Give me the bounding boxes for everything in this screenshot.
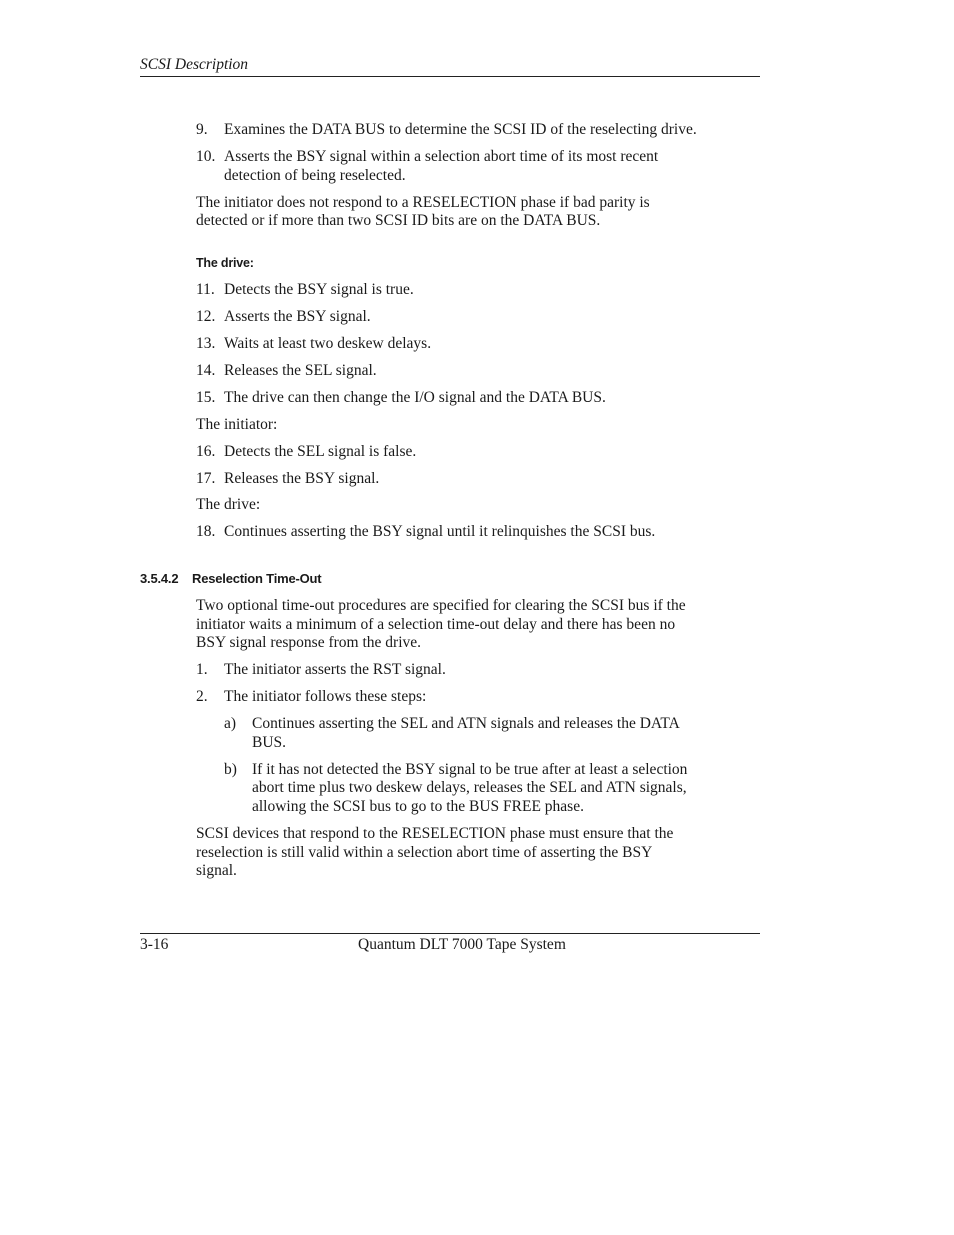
list-item-text: Releases the BSY signal. [224, 470, 380, 487]
list-item-text: Continues asserting the BSY signal until it relinquishes the SCSI bus. [224, 523, 656, 540]
list-item-text: The drive can then change the I/O signal and the DATA BUS. [224, 389, 606, 406]
list-number: 18. [196, 523, 216, 540]
list-item-text: Waits at least two deskew delays. [224, 335, 432, 352]
list-number: 1. [196, 661, 208, 678]
paragraph-line: detected or if more than two SCSI ID bits are on the DATA BUS. [196, 212, 601, 229]
list-number: 16. [196, 443, 216, 460]
sublist-label: a) [224, 715, 237, 732]
list-number: 2. [196, 688, 208, 705]
sublist-text: allowing the SCSI bus to go to the BUS FREE phase. [252, 798, 584, 815]
list-number: 17. [196, 470, 216, 487]
list-number: 9. [196, 121, 208, 138]
list-number: 10. [196, 148, 216, 165]
sublist-text: abort time plus two deskew delays, releases the SEL and ATN signals, [252, 779, 687, 796]
paragraph-line: signal. [196, 862, 237, 879]
paragraph-line: reselection is still valid within a selection abort time of asserting the BSY [196, 844, 653, 861]
list-number: 14. [196, 362, 216, 379]
sublist-text: If it has not detected the BSY signal to be true after at least a selection [252, 761, 688, 778]
sublist-label: b) [224, 761, 237, 778]
list-item-text: Examines the DATA BUS to determine the SCSI ID of the reselecting drive. [224, 121, 697, 138]
list-number: 12. [196, 308, 216, 325]
paragraph-line: BSY signal response from the drive. [196, 634, 421, 651]
list-number: 11. [196, 281, 215, 298]
initiator-label: The initiator: [196, 416, 278, 433]
section-number: 3.5.4.2 [140, 571, 179, 586]
section-title: Reselection Time-Out [192, 571, 322, 586]
paragraph-line: Two optional time-out procedures are specified for clearing the SCSI bus if the [196, 597, 686, 614]
paragraph-line: SCSI devices that respond to the RESELECTION phase must ensure that the [196, 825, 674, 842]
list-item-text: detection of being reselected. [224, 167, 406, 184]
list-item-text: Releases the SEL signal. [224, 362, 377, 379]
sublist-text: BUS. [252, 734, 287, 751]
list-number: 15. [196, 389, 216, 406]
drive-label: The drive: [196, 496, 261, 513]
paragraph-line: initiator waits a minimum of a selection time-out delay and there has been no [196, 616, 676, 633]
list-item-text: Detects the SEL signal is false. [224, 443, 417, 460]
footer-title: Quantum DLT 7000 Tape System [358, 936, 566, 953]
list-item-text: Asserts the BSY signal. [224, 308, 371, 325]
running-header: SCSI Description [140, 56, 249, 73]
subheading-drive: The drive: [196, 256, 254, 270]
list-item-text: Detects the BSY signal is true. [224, 281, 414, 298]
list-number: 13. [196, 335, 216, 352]
footer-rule [140, 933, 760, 934]
list-item-text: Asserts the BSY signal within a selection abort time of its most recent [224, 148, 659, 165]
list-item-text: The initiator follows these steps: [224, 688, 427, 705]
header-rule [140, 76, 760, 77]
list-item-text: The initiator asserts the RST signal. [224, 661, 446, 678]
sublist-text: Continues asserting the SEL and ATN signals and releases the DATA [252, 715, 680, 732]
page-number: 3-16 [140, 936, 169, 953]
paragraph-line: The initiator does not respond to a RESELECTION phase if bad parity is [196, 194, 650, 211]
